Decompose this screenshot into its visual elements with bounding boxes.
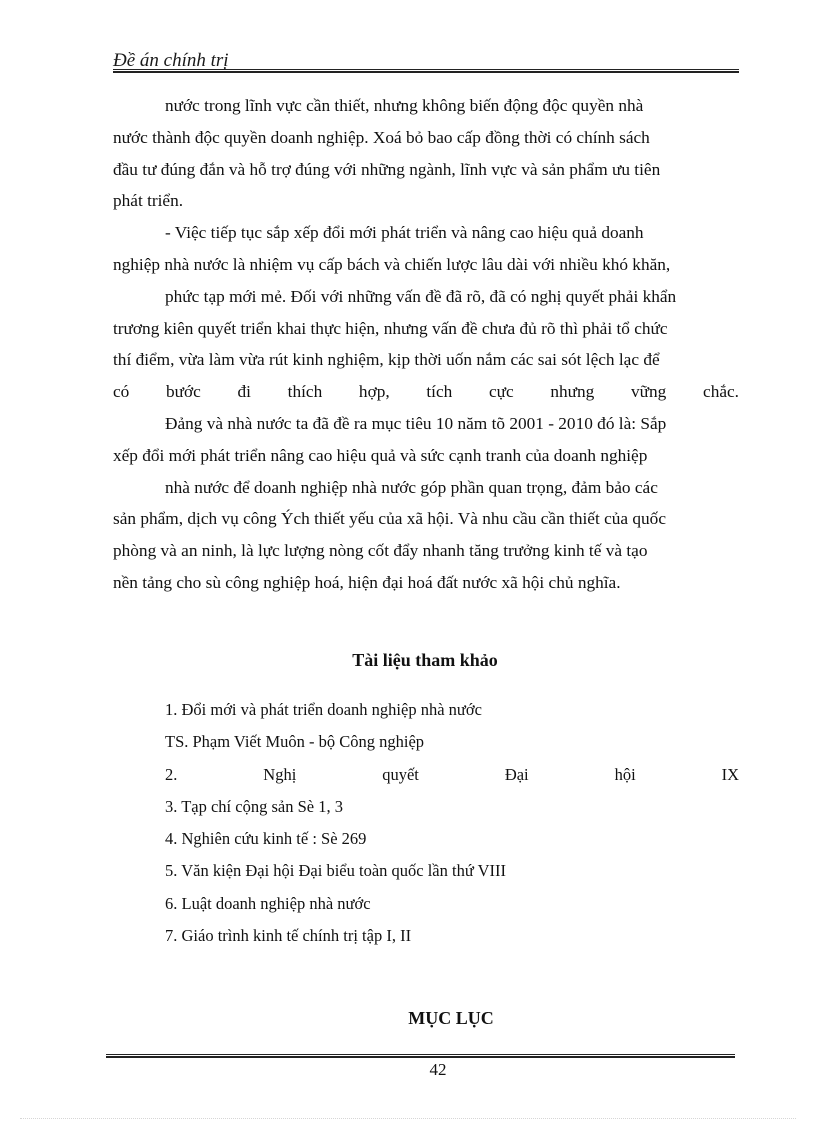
page-number: 42 — [429, 1060, 447, 1079]
paragraph-line: nước thành độc quyền doanh nghiệp. Xoá bỏ bao cấp đồng thời có chính sách — [113, 127, 650, 147]
paragraph-line: nền tảng cho sù công nghiệp hoá, hiện đại hoá đất nước xã hội chủ nghĩa. — [113, 572, 621, 592]
reference-word: Đại — [504, 764, 529, 784]
references-heading: Tài liệu tham khảo — [352, 650, 498, 670]
reference-item — [165, 759, 739, 791]
reference-word: hội — [614, 764, 636, 784]
paragraph-line: nhà nước để doanh nghiệp nhà nước góp phần quan trọng, đảm bảo các — [165, 477, 658, 497]
reference-item: TS. Phạm Viết Muôn - bộ Công nghiệp — [165, 732, 425, 752]
paragraph-line: xếp đổi mới phát triển nâng cao hiệu quả và sức cạnh tranh của doanh nghiệp — [113, 445, 648, 465]
paragraph-line: có bước đi thích hợp, tích cực nhưng vững chắc. — [113, 382, 739, 402]
paragraph-line: nước trong lĩnh vực cần thiết, nhưng không biến động độc quyền nhà — [165, 96, 644, 115]
paragraph-line: sản phẩm, dịch vụ công Ých thiết yếu của xã hội. Và nhu cầu cần thiết của quốc — [113, 509, 666, 529]
running-header: Đề án chính trị — [113, 50, 229, 71]
reference-item: 3. Tạp chí cộng sản Sè 1, 3 — [165, 796, 343, 816]
reference-item: 6. Luật doanh nghiệp nhà nước — [165, 893, 371, 913]
paragraph-line: phức tạp mới mẻ. Đối với những vấn đề đã rõ, đã có nghị quyết phải khẩn — [165, 286, 677, 306]
reference-item: 4. Nghiên cứu kinh tế : Sè 269 — [165, 829, 367, 849]
header-rule — [113, 69, 739, 73]
reference-item: 5. Văn kiện Đại hội Đại biểu toàn quốc lần thứ VIII — [165, 861, 507, 881]
paragraph-line: thí điểm, vừa làm vừa rút kinh nghiệm, kịp thời uốn nắm các sai sót lệch lạc để — [113, 350, 660, 370]
paragraph-line: - Việc tiếp tục sắp xếp đổi mới phát triển và nâng cao hiệu quả doanh — [165, 223, 644, 243]
reference-word: Nghị — [263, 764, 297, 784]
paragraph-line: Đảng và nhà nước ta đã đề ra mục tiêu 10 năm tõ 2001 - 2010 đó là: Sắp — [165, 413, 667, 433]
reference-word: IX — [721, 764, 739, 784]
paragraph-line: phòng và an ninh, là lực lượng nòng cốt đẩy nhanh tăng trưởng kinh tế và tạo — [113, 541, 648, 561]
body-text — [113, 90, 739, 599]
paragraph-line: đầu tư đúng đắn và hỗ trợ đúng với những ngành, lĩnh vực và sản phẩm ưu tiên — [113, 159, 661, 179]
references-list — [165, 694, 739, 952]
paragraph-line: trương kiên quyết triển khai thực hiện, nhưng vấn đề chưa đủ rõ thì phải tổ chức — [113, 318, 668, 338]
reference-item: 1. Đổi mới và phát triển doanh nghiệp nhà nước — [165, 700, 482, 719]
reference-word: quyết — [382, 764, 419, 784]
footer-rule — [106, 1054, 735, 1058]
paragraph-line: phát triển. — [113, 191, 184, 211]
reference-word: 2. — [165, 764, 178, 784]
toc-heading: MỤC LỤC — [408, 1008, 494, 1028]
paragraph-line: nghiệp nhà nước là nhiệm vụ cấp bách và chiến lược lâu dài với nhiều khó khăn, — [113, 254, 671, 274]
page-edge-divider — [20, 1118, 796, 1119]
reference-item: 7. Giáo trình kinh tế chính trị tập I, II — [165, 926, 412, 946]
